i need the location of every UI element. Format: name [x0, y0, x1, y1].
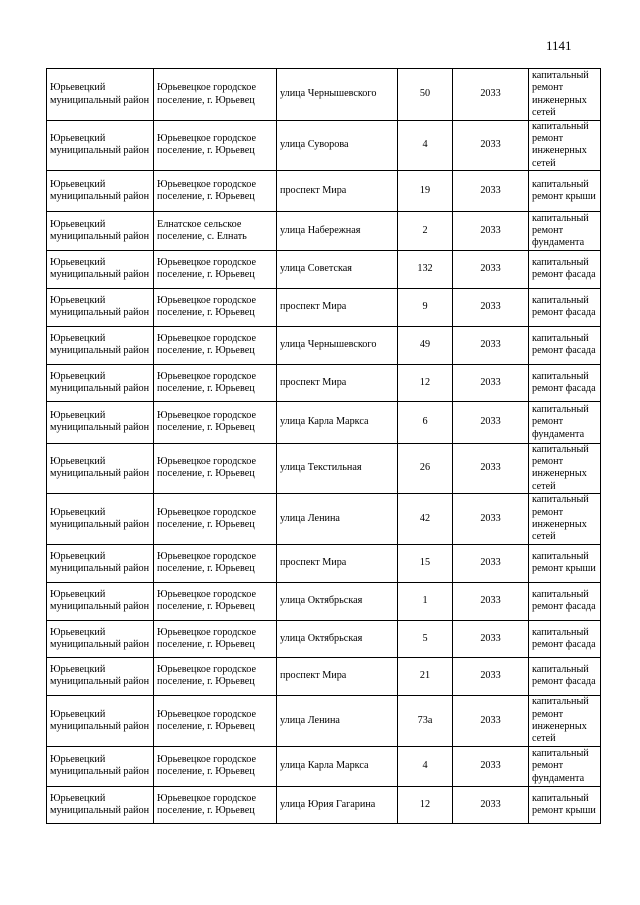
district-cell: Юрьевецкий муниципальный район	[47, 364, 154, 401]
year-cell: 2033	[453, 695, 529, 746]
work-type-cell: капитальный ремонт крыши	[529, 786, 601, 823]
year-cell: 2033	[453, 657, 529, 695]
house-number-cell: 9	[398, 288, 453, 326]
year-cell: 2033	[453, 493, 529, 544]
work-type-cell: капитальный ремонт крыши	[529, 170, 601, 211]
settlement-cell: Юрьевецкое городское поселение, г. Юрьевец	[154, 620, 277, 657]
table-row	[47, 746, 601, 786]
year-cell: 2033	[453, 326, 529, 364]
district-cell: Юрьевецкий муниципальный район	[47, 288, 154, 326]
year-cell: 2033	[453, 121, 529, 171]
work-type-cell: капитальный ремонт инженерных сетей	[529, 69, 601, 121]
district-cell: Юрьевецкий муниципальный район	[47, 582, 154, 620]
table-row	[47, 443, 601, 493]
house-number-cell: 132	[398, 250, 453, 288]
table-row	[47, 493, 601, 544]
district-cell: Юрьевецкий муниципальный район	[47, 493, 154, 544]
settlement-cell: Юрьевецкое городское поселение, г. Юрьевец	[154, 288, 277, 326]
house-number-cell: 6	[398, 401, 453, 443]
table-row	[47, 695, 601, 746]
street-cell: проспект Мира	[277, 288, 398, 326]
street-cell: улица Набережная	[277, 211, 398, 250]
settlement-cell: Юрьевецкое городское поселение, г. Юрьевец	[154, 121, 277, 171]
district-cell: Юрьевецкий муниципальный район	[47, 250, 154, 288]
table-row	[47, 326, 601, 364]
page-number: 1141	[546, 38, 572, 53]
work-type-cell: капитальный ремонт фасада	[529, 250, 601, 288]
table-row	[47, 364, 601, 401]
house-number-cell: 1	[398, 582, 453, 620]
table-row	[47, 288, 601, 326]
repair-schedule-table	[46, 68, 601, 824]
settlement-cell: Юрьевецкое городское поселение, г. Юрьевец	[154, 443, 277, 493]
street-cell: улица Ленина	[277, 695, 398, 746]
work-type-cell: капитальный ремонт фасада	[529, 326, 601, 364]
table-row	[47, 657, 601, 695]
house-number-cell: 15	[398, 544, 453, 582]
street-cell: улица Октябрьская	[277, 582, 398, 620]
settlement-cell: Юрьевецкое городское поселение, г. Юрьевец	[154, 364, 277, 401]
settlement-cell: Юрьевецкое городское поселение, г. Юрьевец	[154, 250, 277, 288]
table-row	[47, 250, 601, 288]
street-cell: улица Чернышевского	[277, 326, 398, 364]
district-cell: Юрьевецкий муниципальный район	[47, 69, 154, 121]
street-cell: проспект Мира	[277, 364, 398, 401]
work-type-cell: капитальный ремонт инженерных сетей	[529, 695, 601, 746]
street-cell: улица Ленина	[277, 493, 398, 544]
table-row	[47, 401, 601, 443]
settlement-cell: Елнатское сельское поселение, с. Елнать	[154, 211, 277, 250]
table-row	[47, 620, 601, 657]
year-cell: 2033	[453, 443, 529, 493]
house-number-cell: 21	[398, 657, 453, 695]
settlement-cell: Юрьевецкое городское поселение, г. Юрьевец	[154, 69, 277, 121]
house-number-cell: 5	[398, 620, 453, 657]
house-number-cell: 19	[398, 170, 453, 211]
district-cell: Юрьевецкий муниципальный район	[47, 443, 154, 493]
house-number-cell: 73а	[398, 695, 453, 746]
work-type-cell: капитальный ремонт крыши	[529, 544, 601, 582]
work-type-cell: капитальный ремонт фундамента	[529, 746, 601, 786]
street-cell: улица Советская	[277, 250, 398, 288]
table-row	[47, 582, 601, 620]
year-cell: 2033	[453, 582, 529, 620]
district-cell: Юрьевецкий муниципальный район	[47, 121, 154, 171]
house-number-cell: 26	[398, 443, 453, 493]
street-cell: улица Текстильная	[277, 443, 398, 493]
district-cell: Юрьевецкий муниципальный район	[47, 786, 154, 823]
house-number-cell: 4	[398, 746, 453, 786]
work-type-cell: капитальный ремонт инженерных сетей	[529, 121, 601, 171]
year-cell: 2033	[453, 364, 529, 401]
work-type-cell: капитальный ремонт фасада	[529, 657, 601, 695]
table-row	[47, 170, 601, 211]
district-cell: Юрьевецкий муниципальный район	[47, 326, 154, 364]
year-cell: 2033	[453, 544, 529, 582]
street-cell: улица Чернышевского	[277, 69, 398, 121]
work-type-cell: капитальный ремонт фасада	[529, 288, 601, 326]
table-body	[47, 69, 601, 824]
district-cell: Юрьевецкий муниципальный район	[47, 620, 154, 657]
work-type-cell: капитальный ремонт инженерных сетей	[529, 443, 601, 493]
settlement-cell: Юрьевецкое городское поселение, г. Юрьевец	[154, 786, 277, 823]
settlement-cell: Юрьевецкое городское поселение, г. Юрьевец	[154, 657, 277, 695]
street-cell: улица Карла Маркса	[277, 401, 398, 443]
table-row	[47, 544, 601, 582]
year-cell: 2033	[453, 250, 529, 288]
street-cell: улица Октябрьская	[277, 620, 398, 657]
settlement-cell: Юрьевецкое городское поселение, г. Юрьевец	[154, 544, 277, 582]
district-cell: Юрьевецкий муниципальный район	[47, 211, 154, 250]
work-type-cell: капитальный ремонт инженерных сетей	[529, 493, 601, 544]
street-cell: проспект Мира	[277, 170, 398, 211]
table-row	[47, 69, 601, 121]
district-cell: Юрьевецкий муниципальный район	[47, 746, 154, 786]
year-cell: 2033	[453, 211, 529, 250]
district-cell: Юрьевецкий муниципальный район	[47, 170, 154, 211]
settlement-cell: Юрьевецкое городское поселение, г. Юрьевец	[154, 170, 277, 211]
district-cell: Юрьевецкий муниципальный район	[47, 401, 154, 443]
year-cell: 2033	[453, 170, 529, 211]
house-number-cell: 42	[398, 493, 453, 544]
table-row	[47, 211, 601, 250]
street-cell: улица Карла Маркса	[277, 746, 398, 786]
street-cell: улица Суворова	[277, 121, 398, 171]
work-type-cell: капитальный ремонт фасада	[529, 620, 601, 657]
work-type-cell: капитальный ремонт фасада	[529, 364, 601, 401]
house-number-cell: 2	[398, 211, 453, 250]
year-cell: 2033	[453, 69, 529, 121]
year-cell: 2033	[453, 786, 529, 823]
settlement-cell: Юрьевецкое городское поселение, г. Юрьевец	[154, 401, 277, 443]
work-type-cell: капитальный ремонт фундамента	[529, 211, 601, 250]
year-cell: 2033	[453, 620, 529, 657]
street-cell: улица Юрия Гагарина	[277, 786, 398, 823]
district-cell: Юрьевецкий муниципальный район	[47, 544, 154, 582]
year-cell: 2033	[453, 288, 529, 326]
house-number-cell: 50	[398, 69, 453, 121]
settlement-cell: Юрьевецкое городское поселение, г. Юрьевец	[154, 326, 277, 364]
settlement-cell: Юрьевецкое городское поселение, г. Юрьевец	[154, 746, 277, 786]
house-number-cell: 49	[398, 326, 453, 364]
house-number-cell: 12	[398, 364, 453, 401]
settlement-cell: Юрьевецкое городское поселение, г. Юрьевец	[154, 582, 277, 620]
district-cell: Юрьевецкий муниципальный район	[47, 695, 154, 746]
year-cell: 2033	[453, 401, 529, 443]
district-cell: Юрьевецкий муниципальный район	[47, 657, 154, 695]
table-row	[47, 121, 601, 171]
work-type-cell: капитальный ремонт фундамента	[529, 401, 601, 443]
settlement-cell: Юрьевецкое городское поселение, г. Юрьевец	[154, 695, 277, 746]
table-row	[47, 786, 601, 823]
house-number-cell: 4	[398, 121, 453, 171]
house-number-cell: 12	[398, 786, 453, 823]
street-cell: проспект Мира	[277, 544, 398, 582]
year-cell: 2033	[453, 746, 529, 786]
settlement-cell: Юрьевецкое городское поселение, г. Юрьевец	[154, 493, 277, 544]
work-type-cell: капитальный ремонт фасада	[529, 582, 601, 620]
street-cell: проспект Мира	[277, 657, 398, 695]
